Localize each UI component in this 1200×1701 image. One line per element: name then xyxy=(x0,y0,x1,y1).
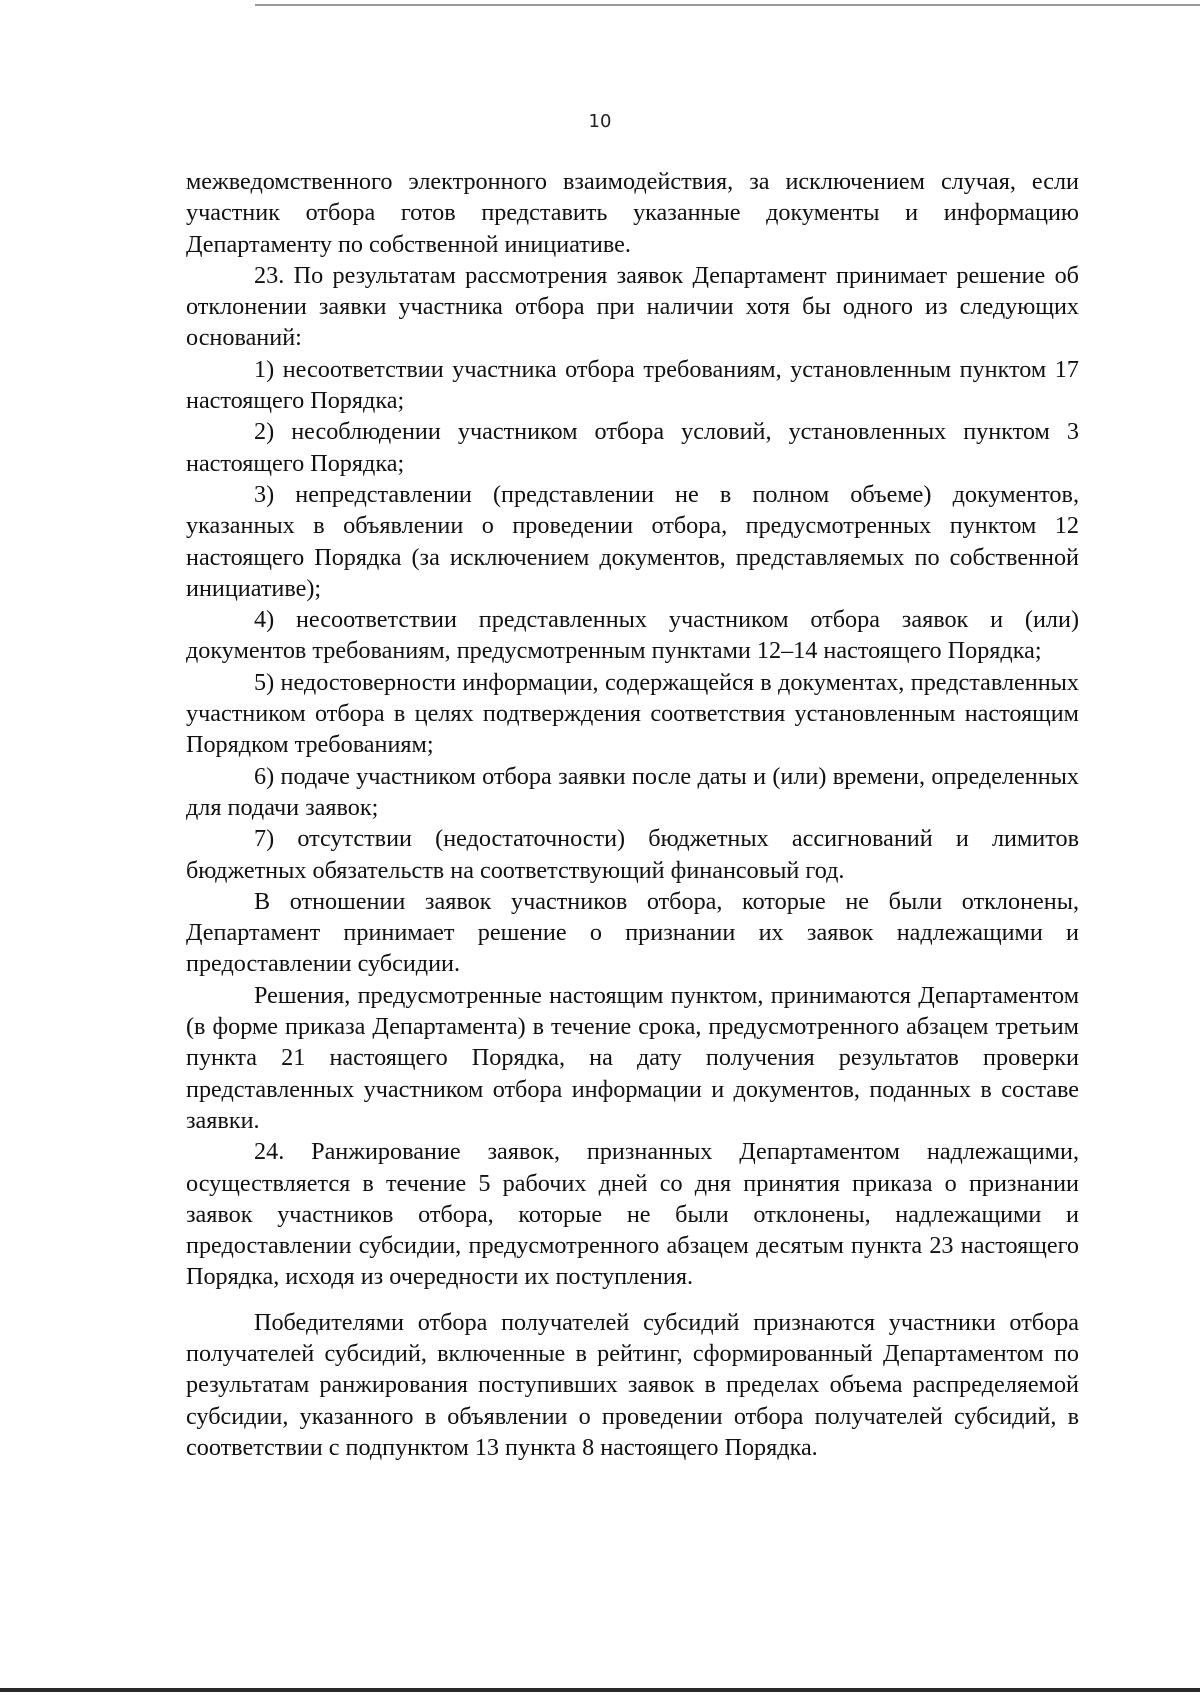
scan-edge-top xyxy=(255,4,1200,6)
list-item-5: 5) недостоверности информации, содержащейся в документах, представленных участником отбора в целях подтверждения соответствия установленным настоящим Порядком требованиям; xyxy=(186,668,1079,759)
paragraph-decisions: Решения, предусмотренные настоящим пунктом, принимаются Департаментом (в форме приказа Департамента) в течение срока, предусмотренного абзацем третьим пункта 21 настоящего Порядка, на дату получения результатов проверки представленных участником отбора информации и документов, поданных в составе заявки. xyxy=(186,981,1079,1134)
list-item-7: 7) отсутствии (недостаточности) бюджетных ассигнований и лимитов бюджетных обязательств на соответствующий финансовый год. xyxy=(186,825,1079,884)
paragraph-item-24: 24. Ранжирование заявок, признанных Департаментом надлежащими, осуществляется в течение 5 рабочих дней со дня принятия приказа о признании заявок участников отбора, которые не были отклонены, надлежащими и предоставлении субсидии, предусмотренного абзацем десятым пункта 23 настоящего Порядка, исходя из очередности их поступления. xyxy=(186,1138,1079,1291)
paragraph-not-rejected: В отношении заявок участников отбора, которые не были отклонены, Департамент принимает решение о признании их заявок надлежащими и предоставлении субсидии. xyxy=(186,887,1079,978)
list-item-6: 6) подаче участником отбора заявки после даты и (или) времени, определенных для подачи заявок; xyxy=(186,762,1079,821)
list-item-2: 2) несоблюдении участником отбора условий, установленных пунктом 3 настоящего Порядка; xyxy=(186,418,1079,477)
list-item-3: 3) непредставлении (представлении не в полном объеме) документов, указанных в объявлении о проведении отбора, предусмотренных пунктом 12 настоящего Порядка (за исключением документов, представляемых по собственной инициативе); xyxy=(186,480,1079,602)
page-number: 10 xyxy=(588,111,612,132)
paragraph-continuation: межведомственного электронного взаимодействия, за исключением случая, если участник отбора готов представить указанные документы и информацию Департаменту по собственной инициативе. xyxy=(186,168,1079,258)
document-body xyxy=(186,166,1079,1463)
scan-edge-bottom xyxy=(0,1688,1200,1692)
list-item-1: 1) несоответствии участника отбора требованиям, установленным пунктом 17 настоящего Порядка; xyxy=(186,355,1079,415)
list-item-4: 4) несоответствии представленных участником отбора заявок и (или) документов требованиям, предусмотренным пунктами 12–14 настоящего Порядка; xyxy=(186,606,1079,665)
paragraph-winners: Победителями отбора получателей субсидий признаются участники отбора получателей субсидий, включенные в рейтинг, сформированный Департаментом по результатам ранжирования поступивших заявок в пределах объема распределяемой субсидии, указанного в объявлении о проведении отбора получателей субсидий, в соответствии с подпунктом 13 пункта 8 настоящего Порядка. xyxy=(186,1308,1079,1461)
paragraph-item-23: 23. По результатам рассмотрения заявок Департамент принимает решение об отклонении заявки участника отбора при наличии хотя бы одного из следующих оснований: xyxy=(186,261,1079,352)
